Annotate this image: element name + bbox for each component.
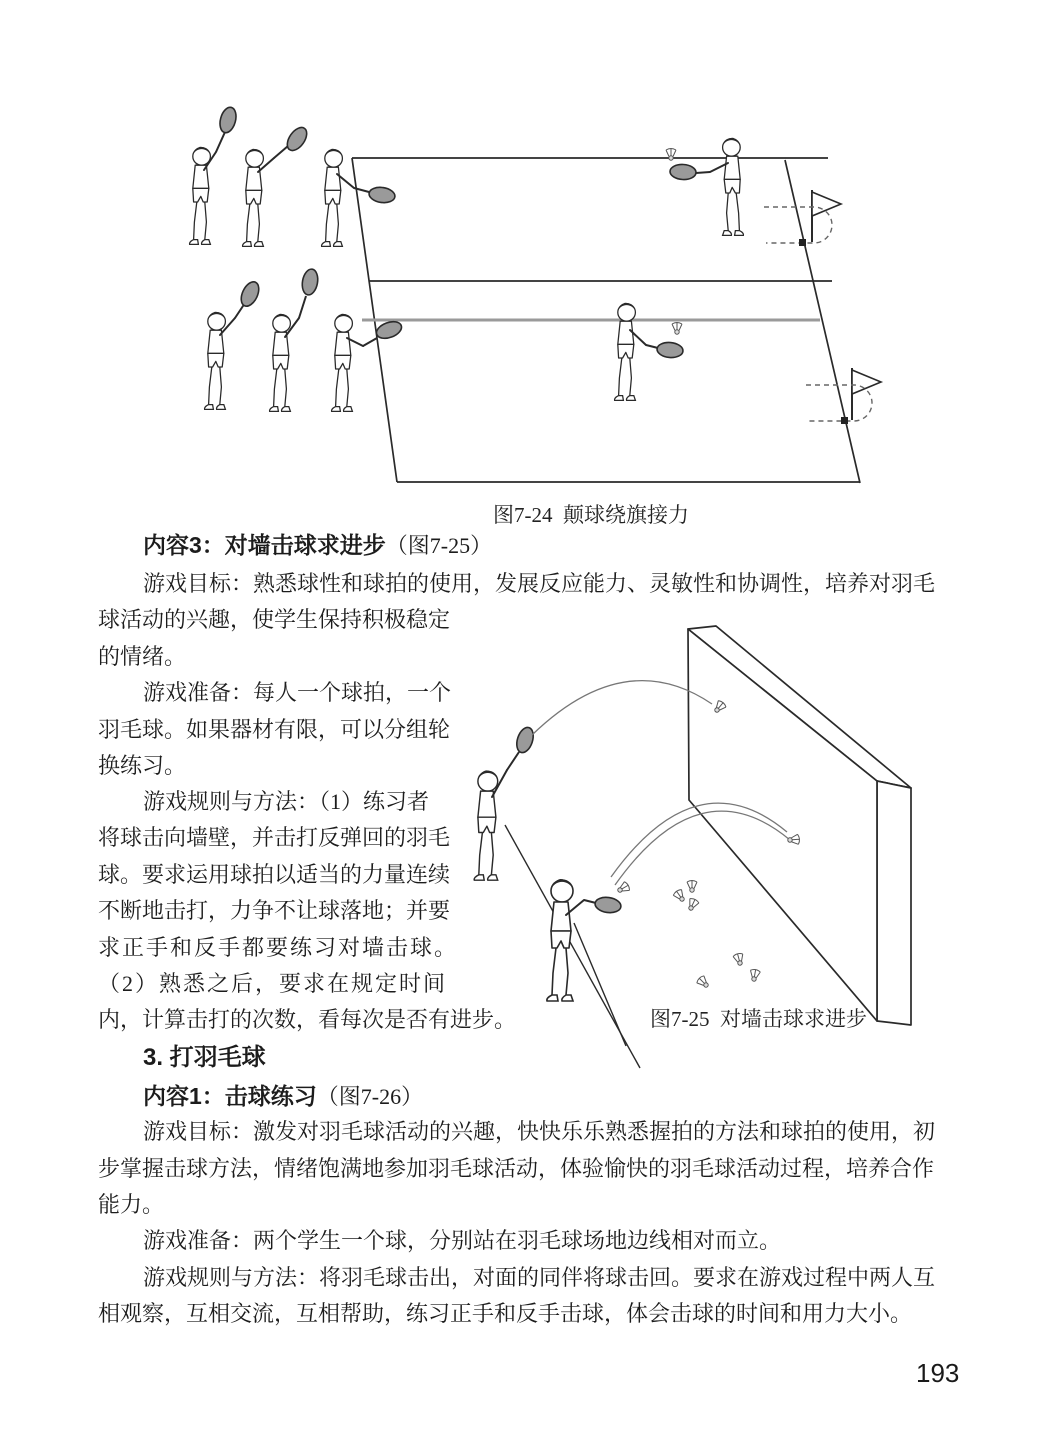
kid-figure bbox=[321, 149, 395, 247]
kid-figure bbox=[547, 879, 622, 1001]
runner-figure bbox=[666, 138, 744, 236]
text-line: 游戏目标：激发对羽毛球活动的兴趣，快快乐乐熟悉握拍的方法和球拍的使用，初 bbox=[143, 1119, 936, 1144]
text-line: 游戏准备：每人一个球拍，一个 bbox=[143, 680, 452, 705]
text-line: 球活动的兴趣，使学生保持积极稳定 bbox=[98, 607, 451, 632]
text-line: 不断地击打，力争不让球落地；并要 bbox=[98, 898, 451, 923]
wall-drawing bbox=[688, 626, 911, 1025]
figure-7-24-caption: 图7-24 颠球绕旗接力 bbox=[493, 503, 689, 527]
text-line: 能力。 bbox=[98, 1192, 165, 1217]
section-3-title: 3. 打羽毛球 bbox=[143, 1044, 266, 1071]
figure-7-24-drawing bbox=[189, 106, 881, 483]
text-line: 游戏规则与方法：（1）练习者 bbox=[143, 789, 430, 814]
text-line: 换练习。 bbox=[98, 753, 187, 778]
text-line: 求正手和反手都要练习对墙击球。 bbox=[98, 935, 459, 960]
text-line: 羽毛球。如果器材有限，可以分组轮 bbox=[98, 717, 451, 742]
figure-7-25-caption: 图7-25 对墙击球求进步 bbox=[650, 1007, 867, 1031]
content1-heading-bold: 内容1：击球练习 bbox=[143, 1083, 317, 1109]
figure-7-25-drawing bbox=[474, 626, 911, 1068]
content1-heading bbox=[143, 1081, 423, 1112]
runner-figure bbox=[614, 303, 683, 401]
kid-figure bbox=[269, 268, 319, 412]
shuttlecock-icon bbox=[672, 323, 682, 335]
page-number: 193 bbox=[916, 1358, 960, 1388]
text-line: 的情绪。 bbox=[98, 644, 187, 669]
text-line: 步掌握击球方法，情绪饱满地参加羽毛球活动，体验愉快的羽毛球活动过程，培养合作 bbox=[98, 1156, 935, 1181]
kid-figure bbox=[189, 106, 238, 245]
text-line: 相观察，互相交流，互相帮助，练习正手和反手击球，体会击球的时间和用力大小。 bbox=[98, 1301, 913, 1326]
kid-figure bbox=[204, 279, 262, 409]
content3-heading bbox=[143, 530, 492, 561]
content3-heading-ref: （图7-25） bbox=[385, 533, 493, 558]
kid-figure bbox=[242, 124, 310, 246]
text-line: 游戏目标：熟悉球性和球拍的使用，发展反应能力、灵敏性和协调性，培养对羽毛 bbox=[143, 571, 936, 596]
content3-heading-bold: 内容3：对墙击球求进步 bbox=[143, 532, 386, 558]
kid-figure bbox=[474, 725, 536, 880]
kid-figure bbox=[331, 314, 403, 412]
text-line: 球。要求运用球拍以适当的力量连续 bbox=[98, 862, 451, 887]
text-line: （2）熟悉之后，要求在规定时间 bbox=[98, 971, 448, 996]
text-line: 内，计算击打的次数，看每次是否有进步。 bbox=[98, 1007, 517, 1032]
text-line: 将球击向墙壁，并击打反弹回的羽毛 bbox=[98, 825, 451, 850]
text-line: 游戏规则与方法：将羽毛球击出，对面的同伴将球击回。要求在游戏过程中两人互 bbox=[143, 1265, 936, 1290]
content1-heading-ref: （图7-26） bbox=[316, 1084, 424, 1109]
text-line: 游戏准备：两个学生一个球，分别站在羽毛球场地边线相对而立。 bbox=[143, 1228, 782, 1253]
floor-line bbox=[574, 923, 626, 1046]
